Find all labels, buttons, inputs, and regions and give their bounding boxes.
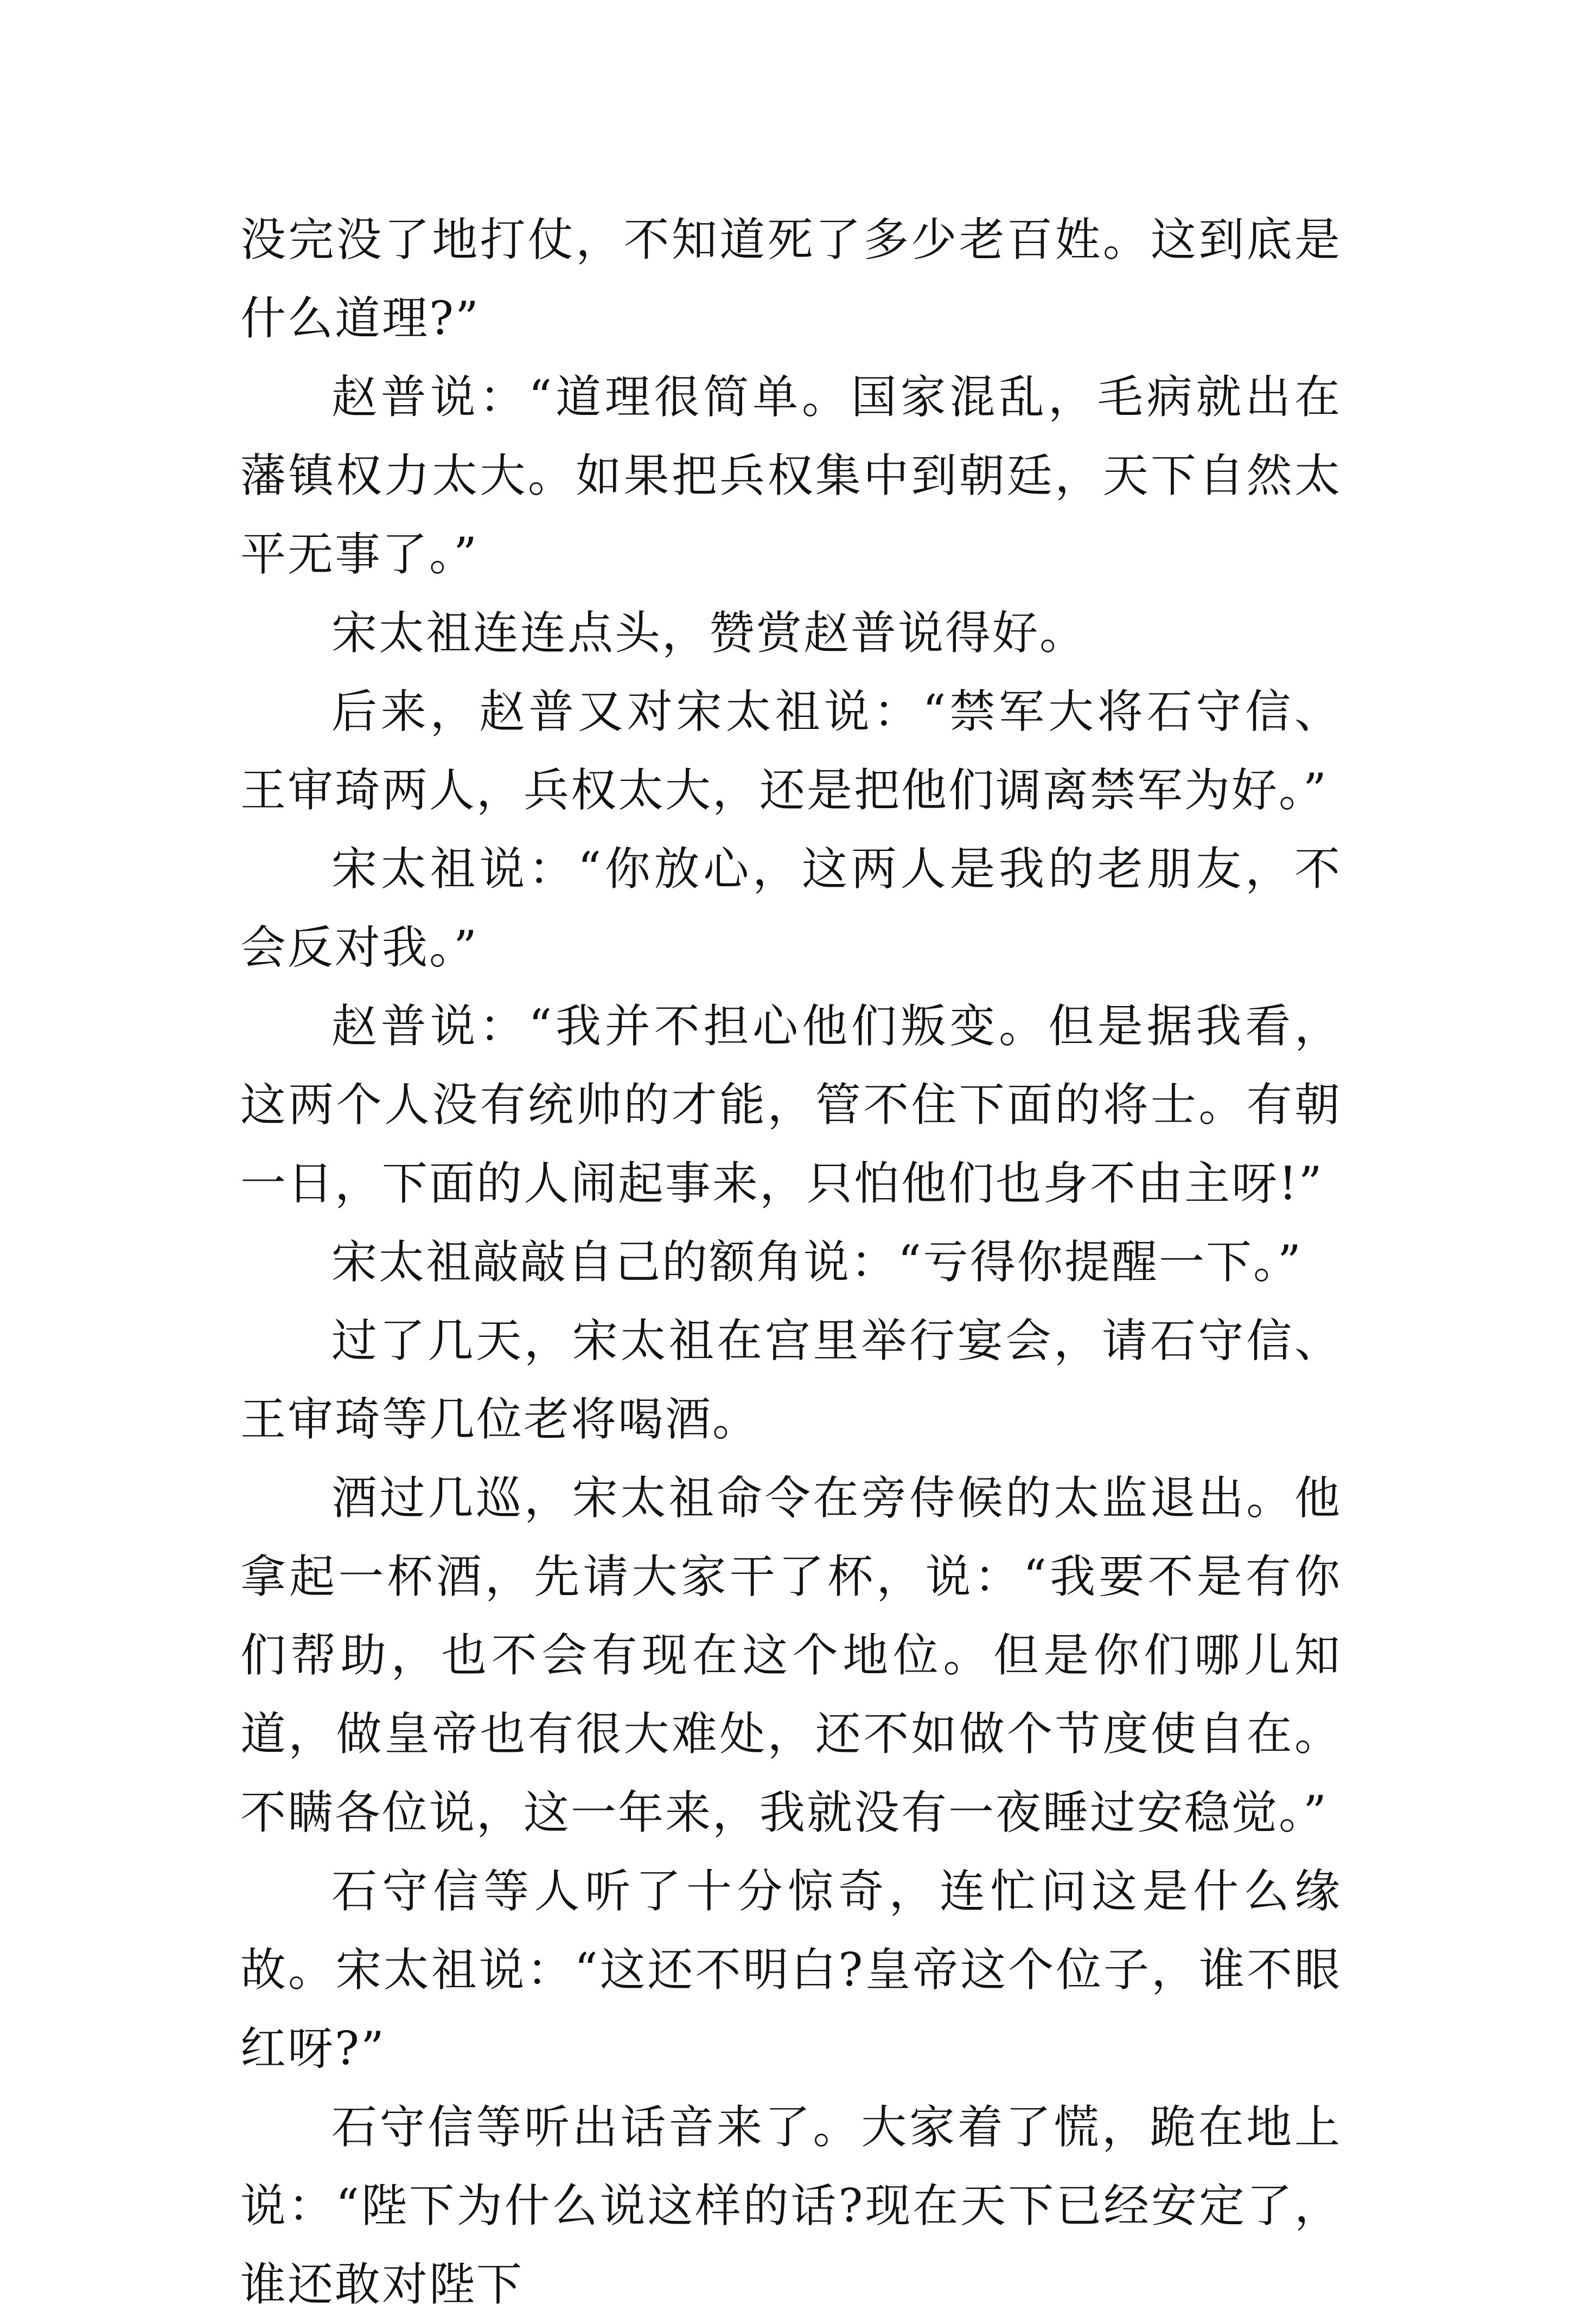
paragraph-4: 后来，赵普又对宋太祖说：“禁军大将石守信、王审琦两人，兵权太大，还是把他们调离禁军为好。” <box>240 685 1342 817</box>
paragraph-7: 宋太祖敲敲自己的额角说：“亏得你提醒一下。” <box>331 1235 1303 1289</box>
document-body <box>240 201 1342 2324</box>
paragraph-11: 石守信等听出话音来了。大家着了慌，跪在地上说：“陛下为什么说这样的话?现在天下已经安定了，谁还敢对陛下 <box>240 2101 1342 2311</box>
paragraph-1: 没完没了地打仗，不知道死了多少老百姓。这到底是什么道理?” <box>240 213 1342 345</box>
paragraph-2: 赵普说：“道理很简单。国家混乱，毛病就出在藩镇权力太大。如果把兵权集中到朝廷，天下自然太平无事了。” <box>240 370 1342 581</box>
paragraph-5: 宋太祖说：“你放心，这两人是我的老朋友，不会反对我。” <box>240 842 1342 974</box>
paragraph-8: 过了几天，宋太祖在宫里举行宴会，请石守信、王审琦等几位老将喝酒。 <box>240 1314 1342 1446</box>
paragraph-6: 赵普说：“我并不担心他们叛变。但是据我看，这两个人没有统帅的才能，管不住下面的将士。有朝一日，下面的人闹起事来，只怕他们也身不由主呀!” <box>240 1000 1342 1210</box>
paragraph-10: 石守信等人听了十分惊奇，连忙问这是什么缘故。宋太祖说：“这还不明白?皇帝这个位子，谁不眼红呀?” <box>240 1865 1342 2075</box>
paragraph-3: 宋太祖连连点头，赞赏赵普说得好。 <box>331 606 1087 660</box>
paragraph-9: 酒过几巡，宋太祖命令在旁侍候的太监退出。他拿起一杯酒，先请大家干了杯，说：“我要不是有你们帮助，也不会有现在这个地位。但是你们哪儿知道，做皇帝也有很大难处，还不如做个节度使自在。不瞒各位说，这一年来，我就没有一夜睡过安稳觉。” <box>240 1471 1342 1839</box>
